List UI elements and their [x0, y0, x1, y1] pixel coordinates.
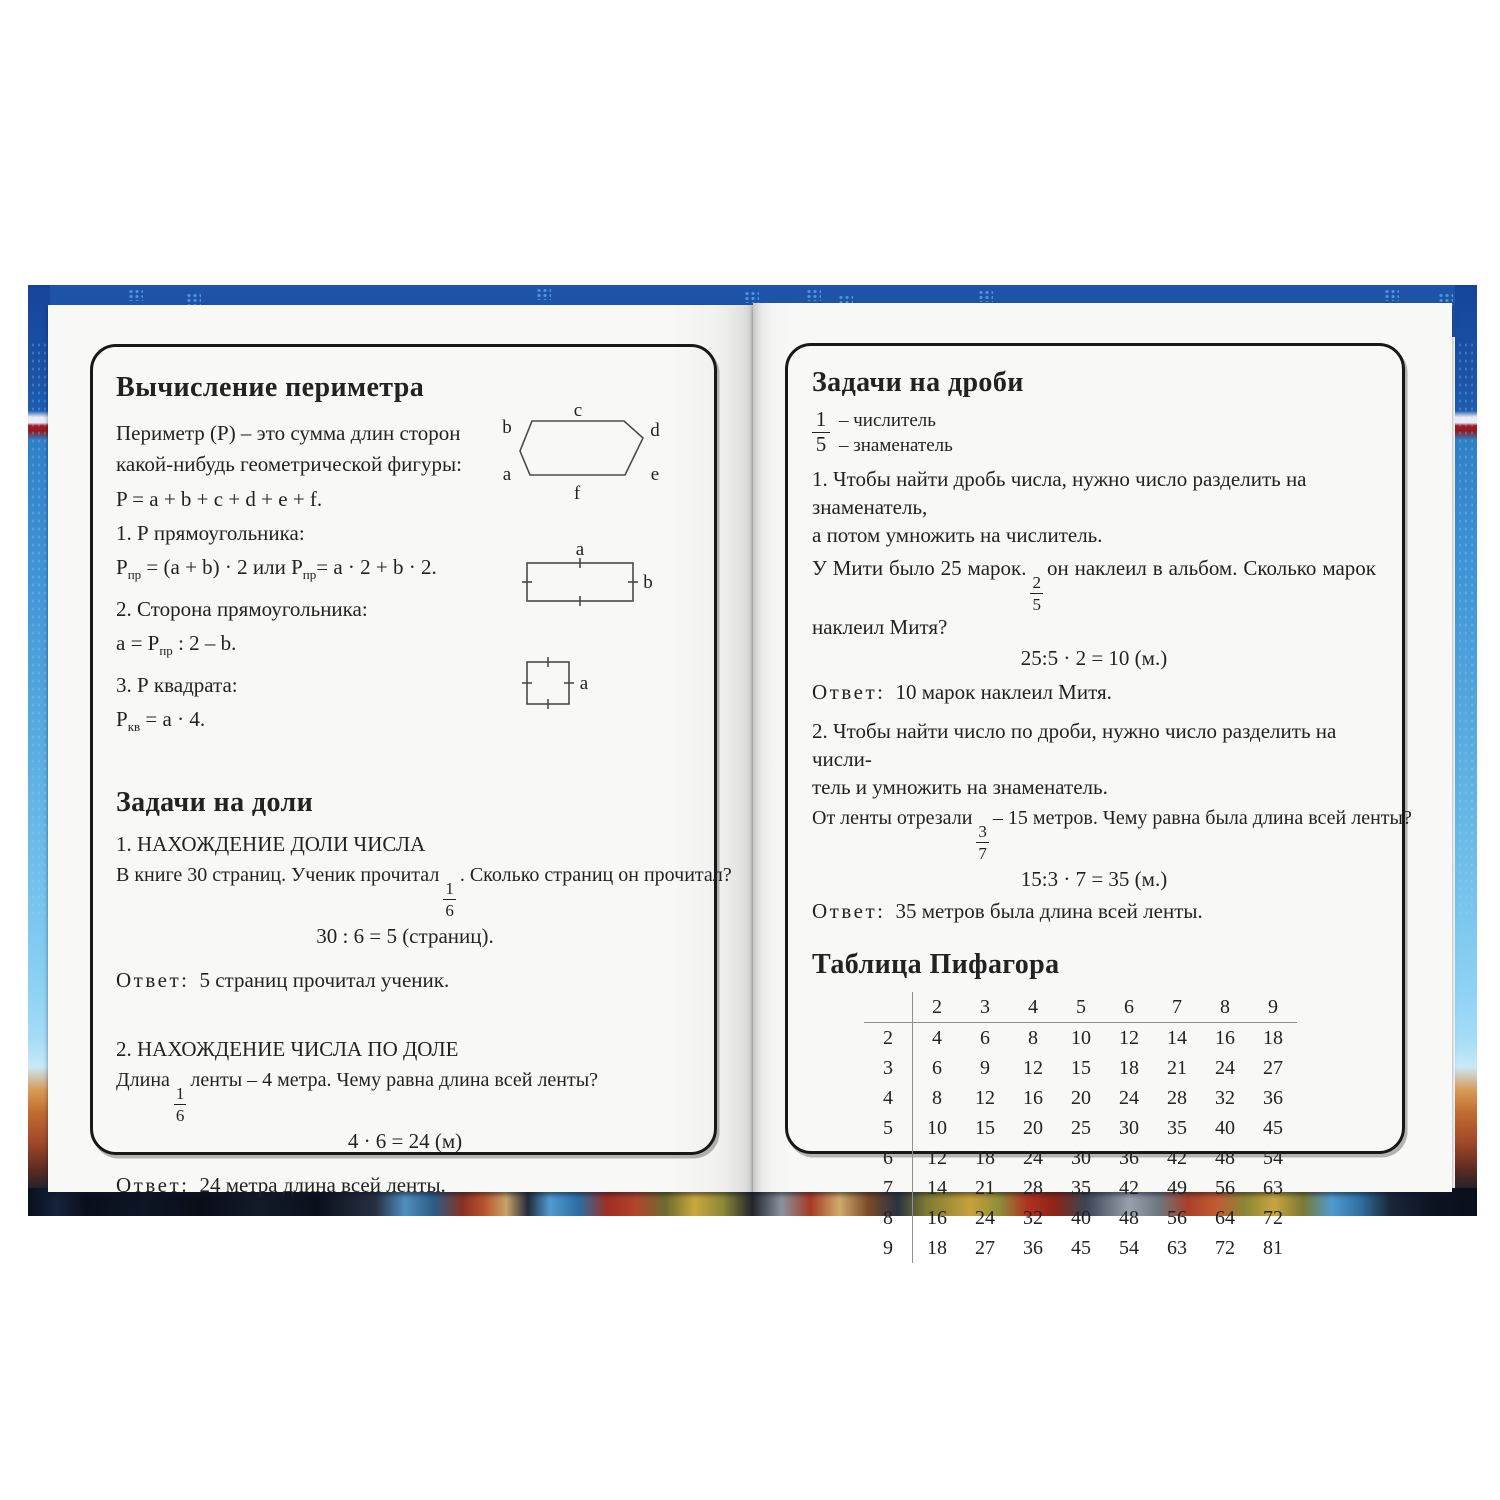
- table-cell: 28: [1167, 1086, 1187, 1109]
- table-cell: 15: [1071, 1056, 1091, 1079]
- fractions-rule1: 1. Чтобы найти дробь числа, нужно число разделить на знаменатель, а потом умножить на числитель.: [812, 467, 1307, 547]
- shares-task1-answer: Ответ: 5 страниц прочитал ученик.: [116, 968, 450, 992]
- table-cell: 72: [1215, 1236, 1235, 1259]
- table-cell: 36: [1263, 1086, 1283, 1109]
- table-row: [864, 1173, 1297, 1203]
- formula-square-perimeter: $Р_{кв} = a \cdot 4$.: [116, 707, 206, 734]
- table-cell: 7: [1153, 992, 1201, 1023]
- table-cell: 20: [1071, 1086, 1091, 1109]
- table-cell: 16: [927, 1206, 947, 1229]
- table-cell: 6: [980, 1026, 990, 1049]
- fractions-task1-text: У Мити было 25 марок. $\frac{2}{5}$ он наклеил в альбом. Сколько марок наклеил Митя?: [812, 556, 1376, 639]
- table-cell: 27: [975, 1236, 995, 1259]
- table-cell: 3: [961, 992, 1009, 1023]
- table-cell: 5: [864, 1113, 913, 1143]
- cover-right-edge: [1455, 285, 1477, 1216]
- svg-text:b: b: [643, 572, 653, 593]
- section-title-pythagoras: Таблица Пифагора: [812, 949, 1060, 980]
- formula-perimeter-general: P = a + b + c + d + e + f.: [116, 487, 323, 511]
- table-cell: 18: [975, 1146, 995, 1169]
- left-page-frame: [90, 344, 732, 1197]
- shares-task2-text: Длина $\frac{1}{6}$ ленты – 4 метра. Чему равна длина всей ленты?: [116, 1069, 599, 1125]
- svg-text:e: e: [650, 464, 660, 485]
- table-cell: 8: [932, 1086, 942, 1109]
- table-cell: 36: [1023, 1236, 1043, 1259]
- item-rectangle-perimeter: 1. Р прямоугольника:: [116, 521, 305, 545]
- table-cell: 21: [1167, 1056, 1187, 1079]
- table-cell: 49: [1167, 1176, 1187, 1199]
- table-cell: 20: [1023, 1116, 1043, 1139]
- table-cell: 12: [975, 1086, 995, 1109]
- table-cell: 18: [1263, 1026, 1283, 1049]
- table-row: [864, 1023, 1297, 1054]
- table-cell: 4: [864, 1083, 913, 1113]
- table-cell: 5: [1057, 992, 1105, 1023]
- right-page-frame: [785, 343, 1412, 1259]
- pythagoras-table: [864, 992, 1297, 1263]
- table-cell: 45: [1263, 1116, 1283, 1139]
- svg-text:d: d: [650, 420, 660, 441]
- fractions-task2-solution: 15:3 · 7 = 35 (м.): [1020, 867, 1168, 891]
- table-cell: 9: [980, 1056, 990, 1079]
- table-cell: 63: [1167, 1236, 1187, 1259]
- table-cell: 72: [1263, 1206, 1283, 1229]
- table-cell: 16: [1215, 1026, 1235, 1049]
- table-cell: 30: [1119, 1116, 1139, 1139]
- table-cell: 9: [1249, 992, 1297, 1023]
- table-cell: 35: [1071, 1176, 1091, 1199]
- table-cell: 14: [927, 1176, 947, 1199]
- table-cell: 42: [1167, 1146, 1187, 1169]
- shares-task2-heading: 2. НАХОЖДЕНИЕ ЧИСЛА ПО ДОЛЕ: [116, 1037, 459, 1061]
- table-row: [864, 1203, 1297, 1233]
- table-cell: 6: [1105, 992, 1153, 1023]
- fractions-task1-answer: Ответ: 10 марок наклеил Митя.: [812, 680, 1112, 704]
- table-header-row: [864, 992, 1297, 1023]
- table-cell: 24: [1023, 1146, 1043, 1169]
- section-title-perimeter: Вычисление периметра: [116, 372, 425, 403]
- table-cell: 8: [864, 1203, 913, 1233]
- table-cell: 56: [1215, 1176, 1235, 1199]
- table-cell: 7: [864, 1173, 913, 1203]
- item-square-perimeter: 3. Р квадрата:: [116, 673, 238, 697]
- fractions-task1-solution: 25:5 · 2 = 10 (м.): [1020, 646, 1168, 670]
- svg-text:a: a: [502, 464, 512, 485]
- fraction-1-6: $\frac{1}{6}$: [445, 879, 454, 920]
- svg-text:a: a: [579, 673, 589, 694]
- fraction-2-5: $\frac{2}{5}$: [1032, 573, 1041, 614]
- table-cell: 12: [1119, 1026, 1139, 1049]
- pixel-dots-decor: [536, 288, 551, 300]
- table-cell: 35: [1167, 1116, 1187, 1139]
- table-row: [864, 1143, 1297, 1173]
- section-title-fractions: Задачи на дроби: [812, 367, 1024, 398]
- table-cell: 45: [1071, 1236, 1091, 1259]
- table-cell: 30: [1071, 1146, 1091, 1169]
- table-cell: 54: [1263, 1146, 1283, 1169]
- table-cell: 16: [1023, 1086, 1043, 1109]
- table-row: [864, 1113, 1297, 1143]
- table-cell: 10: [1071, 1026, 1091, 1049]
- table-cell: 15: [975, 1116, 995, 1139]
- table-cell: 40: [1071, 1206, 1091, 1229]
- fraction-legend: 1 – числитель 5 – знаменатель: [812, 408, 1376, 457]
- table-cell: 24: [1119, 1086, 1139, 1109]
- fraction-3-7: $\frac{3}{7}$: [978, 822, 987, 863]
- pixel-dots-decor: [806, 289, 821, 301]
- shares-task1-heading: 1. НАХОЖДЕНИЕ ДОЛИ ЧИСЛА: [116, 832, 426, 856]
- table-cell: 8: [1201, 992, 1249, 1023]
- cover-left-edge: [28, 285, 50, 1216]
- formula-rectangle-side: $a = Р_{пр}$ : 2 – b.: [116, 631, 237, 658]
- table-cell: 6: [864, 1143, 913, 1173]
- table-cell: 56: [1167, 1206, 1187, 1229]
- svg-text:b: b: [502, 417, 512, 438]
- section-title-shares: Задачи на доли: [116, 787, 314, 818]
- shares-task2-answer: Ответ: 24 метра длина всей ленты.: [116, 1173, 446, 1197]
- shares-task1-text: В книге 30 страниц. Ученик прочитал $\frac{1}{6}$ . Сколько страниц он прочитал?: [116, 864, 732, 920]
- table-cell: 48: [1215, 1146, 1235, 1169]
- table-cell: [864, 992, 913, 1023]
- table-cell: 24: [1215, 1056, 1235, 1079]
- fractions-task2-answer: Ответ: 35 метров была длина всей ленты.: [812, 899, 1203, 923]
- table-cell: 18: [1119, 1056, 1139, 1079]
- table-cell: 40: [1215, 1116, 1235, 1139]
- left-page: [48, 305, 753, 1197]
- pixel-dots-decor: [128, 289, 143, 301]
- table-cell: 81: [1263, 1236, 1283, 1259]
- table-cell: 2: [913, 992, 962, 1023]
- table-cell: 21: [975, 1176, 995, 1199]
- fractions-rule2: 2. Чтобы найти число по дроби, нужно число разделить на числи- тель и умножить на знаменатель.: [812, 719, 1337, 799]
- table-cell: 64: [1215, 1206, 1235, 1229]
- table-cell: 2: [864, 1023, 913, 1054]
- pixel-dots-decor: [744, 291, 759, 303]
- fraction-1-6: $\frac{1}{6}$: [175, 1084, 185, 1125]
- table-cell: 10: [927, 1116, 947, 1139]
- table-cell: 28: [1023, 1176, 1043, 1199]
- table-cell: 9: [864, 1233, 913, 1263]
- table-row: [864, 1053, 1297, 1083]
- table-row: [864, 1233, 1297, 1263]
- table-cell: 4: [1009, 992, 1057, 1023]
- table-cell: 32: [1215, 1086, 1235, 1109]
- svg-text:f: f: [573, 483, 581, 504]
- table-cell: 54: [1119, 1236, 1139, 1259]
- shares-task1-solution: 30 : 6 = 5 (страниц).: [316, 924, 494, 948]
- table-cell: 32: [1023, 1206, 1043, 1229]
- pixel-dots-decor: [978, 290, 993, 302]
- perimeter-definition: Периметр (Р) – это сумма длин сторон какой-нибудь геометрической фигуры:: [116, 421, 462, 476]
- table-cell: 42: [1119, 1176, 1139, 1199]
- table-cell: 63: [1263, 1176, 1283, 1199]
- table-cell: 3: [864, 1053, 913, 1083]
- table-cell: 4: [932, 1026, 942, 1049]
- table-cell: 12: [1023, 1056, 1043, 1079]
- right-page: [753, 303, 1452, 1259]
- table-cell: 6: [932, 1056, 942, 1079]
- table-cell: 25: [1071, 1116, 1091, 1139]
- svg-text:a: a: [575, 543, 585, 560]
- table-cell: 14: [1167, 1026, 1187, 1049]
- table-cell: 27: [1263, 1056, 1283, 1079]
- table-cell: 12: [927, 1146, 947, 1169]
- table-cell: 8: [1028, 1026, 1038, 1049]
- table-cell: 48: [1119, 1206, 1139, 1229]
- item-rectangle-side: 2. Сторона прямоугольника:: [116, 597, 368, 621]
- table-cell: 36: [1119, 1146, 1139, 1169]
- pixel-dots-decor: [186, 293, 201, 305]
- pixel-dots-decor: [1384, 289, 1399, 301]
- shares-task2-solution: 4 · 6 = 24 (м): [347, 1129, 463, 1153]
- table-row: [864, 1083, 1297, 1113]
- formula-rectangle-perimeter: $Р_{пр} = (a + b) \cdot 2$ или $Р_{пр}= a \cdot 2 + b \cdot 2$.: [116, 555, 437, 582]
- table-cell: 18: [927, 1236, 947, 1259]
- fractions-task2-text: От ленты отрезали $\frac{3}{7}$ – 15 метров. Чему равна была длина всей ленты?: [812, 807, 1412, 863]
- table-cell: 24: [975, 1206, 995, 1229]
- svg-text:c: c: [573, 403, 583, 421]
